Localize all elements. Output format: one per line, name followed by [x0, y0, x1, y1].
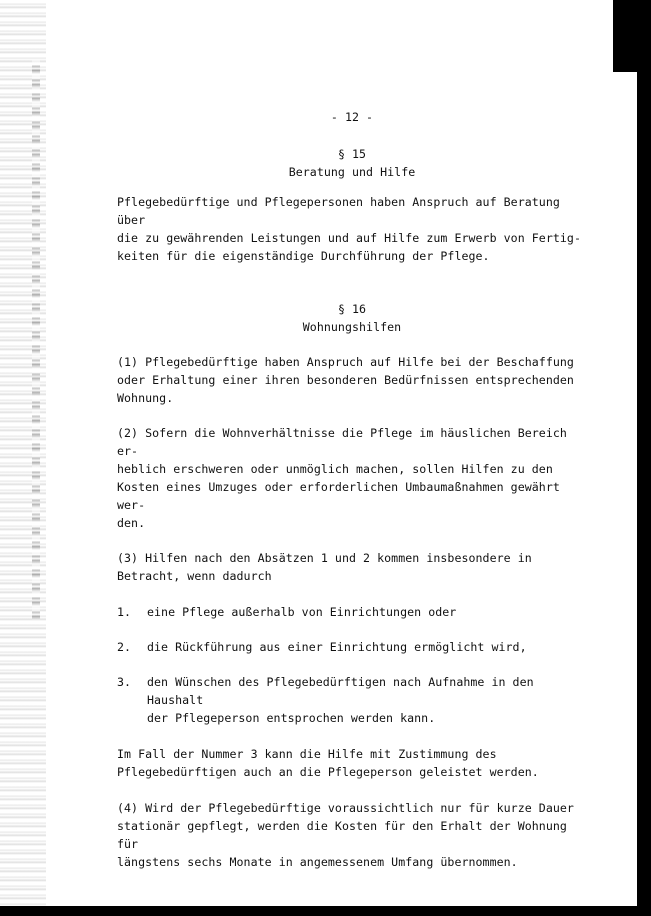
scan-border-bottom: [0, 906, 651, 916]
text-line: der Pflegeperson entsprochen werden kann.: [147, 711, 436, 725]
section-16-number: § 16: [337, 302, 367, 316]
text-line: die zu gewährenden Leistungen und auf Hilfe zum Erwerb von Fertig-: [117, 231, 581, 245]
numbered-list: [117, 603, 587, 727]
scan-border-right-inner: [637, 70, 641, 906]
text-line: Im Fall der Nummer 3 kann die Hilfe mit Zustimmung des: [117, 747, 497, 761]
list-item-text: [147, 638, 587, 656]
text-line: Pflegebedürftige und Pflegepersonen haben Anspruch auf Beratung über: [117, 195, 560, 227]
page-number: - 12 -: [330, 110, 374, 124]
text-line: stationär gepflegt, werden die Kosten für den Erhalt der Wohnung für: [117, 819, 567, 851]
text-line: (3) Hilfen nach den Absätzen 1 und 2 kommen insbesondere in: [117, 551, 532, 565]
text-line: die Rückführung aus einer Einrichtung ermöglicht wird,: [147, 640, 527, 654]
text-line: (2) Sofern die Wohnverhältnisse die Pflege im häuslichen Bereich er-: [117, 426, 567, 458]
text-line: den.: [117, 516, 146, 530]
section-16-para-3: [117, 549, 587, 585]
section-15-number: § 15: [337, 147, 367, 161]
text-line: heblich erschweren oder unmöglich machen, sollen Hilfen zu den: [117, 462, 553, 476]
text-line: Betracht, wenn dadurch: [117, 569, 272, 583]
scan-corner-shadow: [613, 0, 641, 72]
text-line: oder Erhaltung einer ihren besonderen Bedürfnissen entsprechenden: [117, 373, 574, 387]
list-item: [117, 603, 587, 621]
document-page: [117, 108, 587, 871]
text-line: eine Pflege außerhalb von Einrichtungen oder: [147, 605, 457, 619]
text-line: längstens sechs Monate in angemessenem Umfang übernommen.: [117, 855, 518, 869]
section-15-title: Beratung und Hilfe: [288, 165, 416, 179]
list-item-number: 2.: [117, 640, 132, 654]
scan-edge-strip: [32, 60, 40, 620]
text-line: (1) Pflegebedürftige haben Anspruch auf Hilfe bei der Beschaffung: [117, 355, 574, 369]
section-16-para-1: [117, 353, 587, 407]
list-item-number: 1.: [117, 605, 132, 619]
list-item-text: [147, 673, 587, 727]
section-16-para-2: [117, 424, 587, 532]
list-item-number: 3.: [117, 675, 132, 689]
section-16-title: Wohnungshilfen: [302, 320, 402, 334]
list-item-text: [147, 603, 587, 621]
text-line: Wohnung.: [117, 391, 174, 405]
list-item: [117, 638, 587, 656]
text-line: (4) Wird der Pflegebedürftige voraussichtlich nur für kurze Dauer: [117, 801, 574, 815]
text-line: keiten für die eigenständige Durchführung der Pflege.: [117, 249, 490, 263]
text-line: Pflegebedürftigen auch an die Pflegeperson geleistet werden.: [117, 765, 539, 779]
section-16-para-4: [117, 799, 587, 871]
section-16-closing: [117, 745, 587, 781]
scan-border-right: [641, 0, 651, 916]
text-line: Kosten eines Umzuges oder erforderlichen Umbaumaßnahmen gewährt wer-: [117, 480, 560, 512]
section-15-text: [117, 193, 587, 265]
text-line: den Wünschen des Pflegebedürftigen nach Aufnahme in den Haushalt: [147, 675, 534, 707]
list-item: [117, 673, 587, 727]
